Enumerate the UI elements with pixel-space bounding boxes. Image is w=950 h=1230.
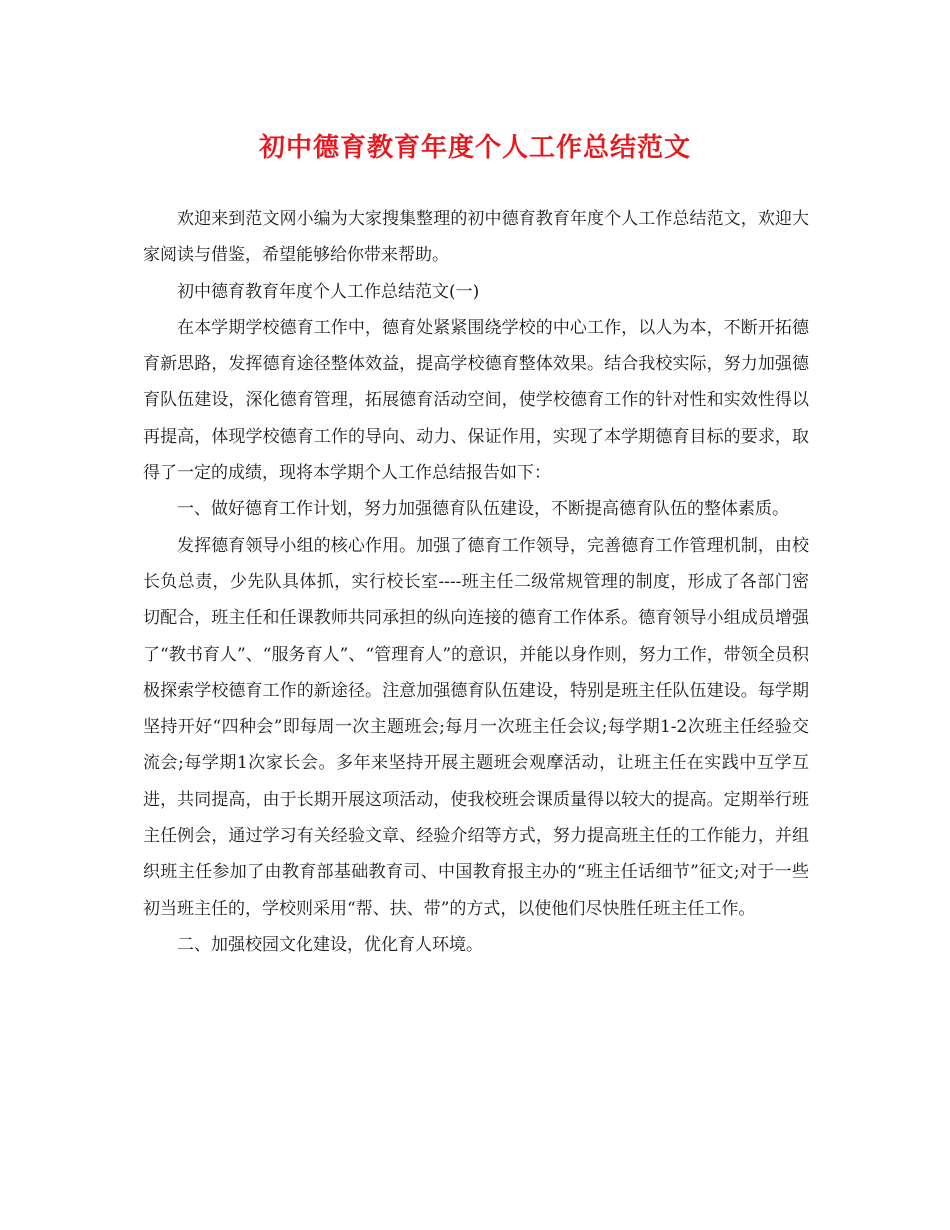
document-body [143, 201, 809, 963]
paragraph-subtitle: 初中德育教育年度个人工作总结范文(一) [177, 281, 480, 302]
paragraph-intro: 欢迎来到范文网小编为大家搜集整理的初中德育教育年度个人工作总结范文，欢迎大家阅读与借鉴，希望能够给你带来帮助。 [143, 209, 809, 266]
paragraph-overview: 在本学期学校德育工作中，德育处紧紧围绕学校的中心工作，以人为本，不断开拓德育新思路，发挥德育途径整体效益，提高学校德育整体效果。结合我校实际，努力加强德育队伍建设，深化德育管理，拓展德育活动空间，使学校德育工作的针对性和实效性得以再提高，体现学校德育工作的导向、动力、保证作用，实现了本学期德育目标的要求，取得了一定的成绩，现将本学期个人工作总结报告如下： [143, 317, 809, 484]
paragraph-section-1-heading: 一、做好德育工作计划，努力加强德育队伍建设，不断提高德育队伍的整体素质。 [177, 499, 789, 520]
paragraph-section-2-heading: 二、加强校园文化建设，优化育人环境。 [177, 934, 483, 955]
paragraph-section-1-body: 发挥德育领导小组的核心作用。加强了德育工作领导，完善德育工作管理机制，由校长负总责，少先队具体抓，实行校长室----班主任二级常规管理的制度，形成了各部门密切配合，班主任和任课教师共同承担的纵向连接的德育工作体系。德育领导小组成员增强了“教书育人”、“服务育人”、“管理育人”的意识，并能以身作则，努力工作，带领全员积极探索学校德育工作的新途径。注意加强德育队伍建设，特别是班主任队伍建设。每学期坚持开好“四种会”即每周一次主题班会;每月一次班主任会议;每学期1-2次班主任经验交流会;每学期1次家长会。多年来坚持开展主题班会观摩活动，让班主任在实践中互学互进，共同提高，由于长期开展这项活动，使我校班会课质量得以较大的提高。定期举行班主任例会，通过学习有关经验文章、经验介绍等方式，努力提高班主任的工作能力，并组织班主任参加了由教育部基础教育司、中国教育报主办的“班主任话细节”征文;对于一些初当班主任的，学校则采用“帮、扶、带”的方式，以使他们尽快胜任班主任工作。 [143, 535, 809, 919]
document-title: 初中德育教育年度个人工作总结范文 [258, 133, 691, 163]
